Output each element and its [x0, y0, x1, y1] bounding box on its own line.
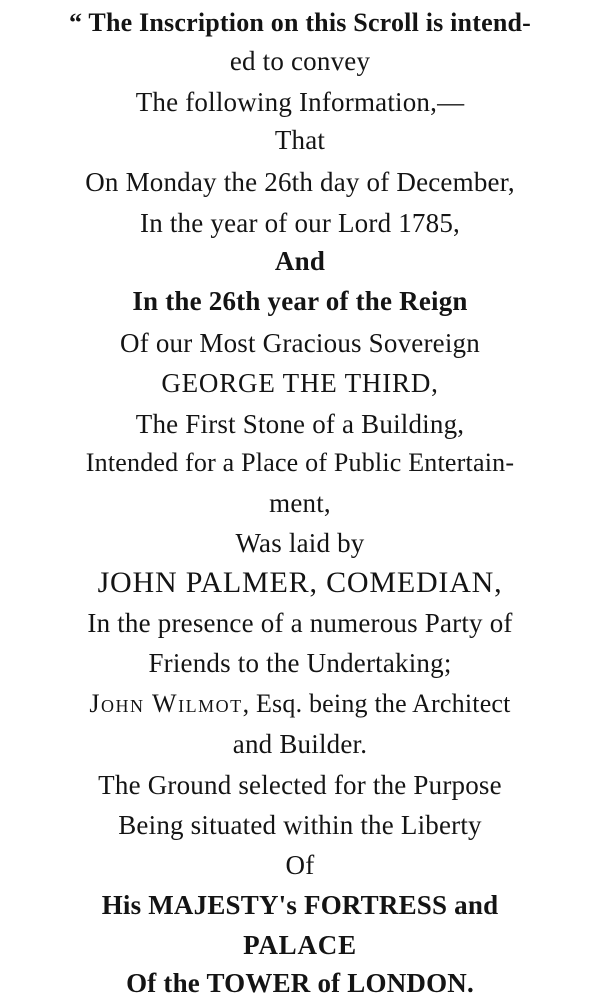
text-line-21: Being situated within the Liberty — [118, 810, 482, 840]
text-line-9: Of our Most Gracious Sovereign — [120, 328, 480, 358]
text-line-1: “ The Inscription on this Scroll is intend- — [68, 8, 531, 37]
text-line-2: ed to convey — [229, 46, 371, 76]
text-line-5: On Monday the 26th day of December, — [85, 167, 515, 197]
text-line-15: JOHN PALMER, COMEDIAN, — [97, 566, 503, 599]
text-line-6: In the year of our Lord 1785, — [140, 208, 460, 238]
text-line-3: The following Information,— — [135, 87, 465, 117]
text-line-24: PALACE — [243, 930, 357, 960]
text-line-11: The First Stone of a Building, — [135, 409, 465, 439]
text-line-16: In the presence of a numerous Party of — [87, 608, 513, 638]
text-line-19: and Builder. — [232, 729, 368, 759]
text-line-12: Intended for a Place of Public Entertain- — [85, 448, 515, 477]
text-line-20: The Ground selected for the Purpose — [98, 770, 502, 800]
architect-name: John Wilmot — [89, 689, 243, 718]
text-line-23: His MAJESTY's FORTRESS and — [101, 890, 499, 920]
text-line-22: Of — [285, 850, 315, 880]
text-line-13: ment, — [269, 488, 331, 518]
text-line-14: Was laid by — [235, 528, 365, 558]
text-line-8: In the 26th year of the Reign — [132, 286, 468, 316]
text-line-25: Of the TOWER of LONDON. — [126, 968, 474, 998]
text-line-10: GEORGE THE THIRD, — [161, 368, 439, 398]
text-line-18 — [0, 687, 600, 721]
architect-line-rest: , Esq. being the Architect — [242, 689, 511, 718]
text-line-4: That — [274, 125, 326, 155]
text-line-7: And — [274, 246, 326, 276]
text-line-17: Friends to the Undertaking; — [148, 648, 452, 678]
